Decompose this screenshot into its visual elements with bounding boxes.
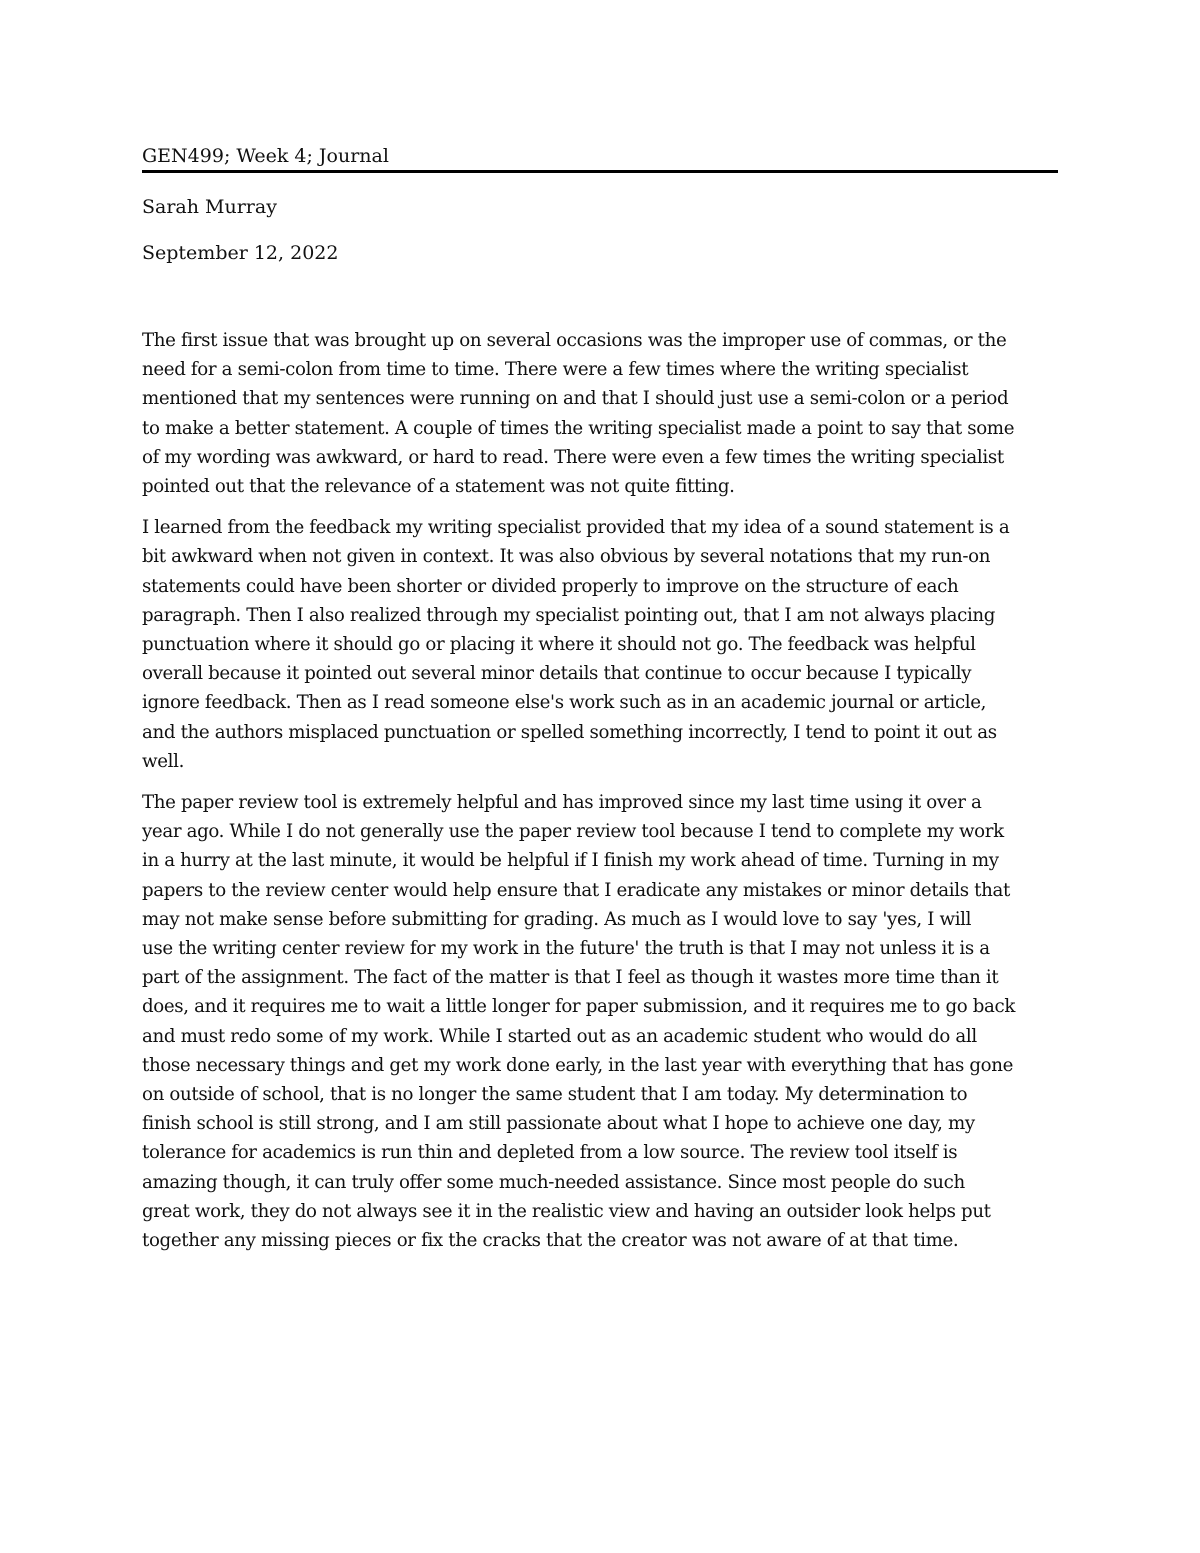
text-line: bit awkward when not given in context. It was also obvious by several notations that my run-on: [142, 546, 991, 568]
document-date: September 12, 2022: [142, 242, 339, 264]
text-line: ignore feedback. Then as I read someone else's work such as in an academic journal or article,: [142, 692, 987, 714]
text-line: part of the assignment. The fact of the matter is that I feel as though it wastes more time than it: [142, 967, 999, 989]
text-line: papers to the review center would help ensure that I eradicate any mistakes or minor details that: [142, 879, 1010, 901]
text-line: on outside of school, that is no longer the same student that I am today. My determination to: [142, 1084, 968, 1106]
paragraph-2: [142, 513, 1060, 776]
text-line: statements could have been shorter or divided properly to improve on the structure of each: [142, 575, 959, 597]
text-line: of my wording was awkward, or hard to read. There were even a few times the writing specialist: [142, 446, 1004, 468]
text-line: and the authors misplaced punctuation or spelled something incorrectly, I tend to point it out as: [142, 721, 997, 743]
text-line: mentioned that my sentences were running on and that I should just use a semi-colon or a period: [142, 388, 1009, 410]
text-line: great work, they do not always see it in the realistic view and having an outsider look helps put: [142, 1200, 991, 1222]
text-line: to make a better statement. A couple of times the writing specialist made a point to say that some: [142, 417, 1015, 439]
author-name: Sarah Murray: [142, 196, 277, 218]
paragraph-1: [142, 326, 1060, 501]
text-line: pointed out that the relevance of a statement was not quite fitting.: [142, 476, 735, 498]
text-line: may not make sense before submitting for grading. As much as I would love to say 'yes, I will: [142, 908, 972, 930]
header-rule: [142, 170, 1058, 173]
text-line: year ago. While I do not generally use the paper review tool because I tend to complete my work: [142, 821, 1004, 843]
text-line: paragraph. Then I also realized through my specialist pointing out, that I am not always placing: [142, 604, 996, 626]
text-line: The paper review tool is extremely helpful and has improved since my last time using it over a: [142, 792, 982, 814]
text-line: amazing though, it can truly offer some much-needed assistance. Since most people do such: [142, 1171, 965, 1193]
paragraph-3: [142, 788, 1060, 1255]
course-header: GEN499; Week 4; Journal: [142, 145, 389, 167]
text-line: I learned from the feedback my writing specialist provided that my idea of a sound statement is a: [142, 517, 1010, 539]
text-line: together any missing pieces or fix the cracks that the creator was not aware of at that time.: [142, 1230, 959, 1252]
text-line: does, and it requires me to wait a little longer for paper submission, and it requires me to go back: [142, 996, 1016, 1018]
text-line: need for a semi-colon from time to time. There were a few times where the writing specialist: [142, 359, 969, 381]
text-line: overall because it pointed out several minor details that continue to occur because I typically: [142, 663, 972, 685]
text-line: use the writing center review for my work in the future' the truth is that I may not unless it is a: [142, 938, 990, 960]
text-line: those necessary things and get my work done early, in the last year with everything that has gone: [142, 1054, 1014, 1076]
text-line: punctuation where it should go or placing it where it should not go. The feedback was helpful: [142, 634, 976, 656]
text-line: well.: [142, 750, 184, 772]
text-line: finish school is still strong, and I am still passionate about what I hope to achieve one day, my: [142, 1113, 975, 1135]
text-line: tolerance for academics is run thin and depleted from a low source. The review tool itself is: [142, 1142, 958, 1164]
text-line: in a hurry at the last minute, it would be helpful if I finish my work ahead of time. Turning in my: [142, 850, 999, 872]
text-line: and must redo some of my work. While I started out as an academic student who would do all: [142, 1025, 977, 1047]
text-line: The first issue that was brought up on several occasions was the improper use of commas, or the: [142, 330, 1007, 351]
journal-body: [142, 326, 1060, 1267]
